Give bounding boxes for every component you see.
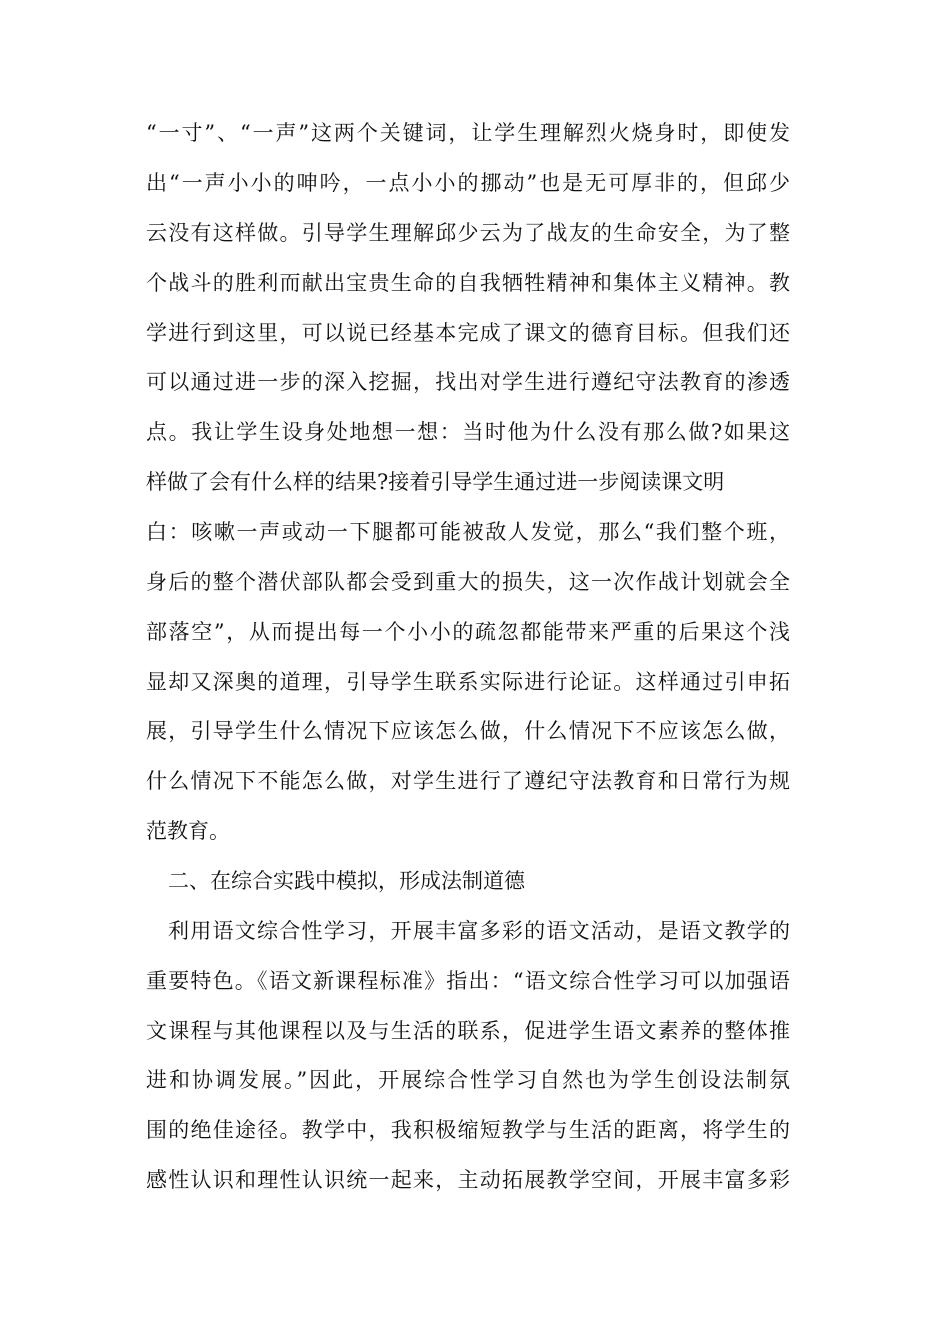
body-line: 学进行到这里，可以说已经基本完成了课文的德育目标。但我们还 — [146, 321, 790, 345]
body-line: 可以通过进一步的深入挖掘，找出对学生进行遵纪守法教育的渗透 — [146, 370, 790, 394]
body-line: 文课程与其他课程以及与生活的联系，促进学生语文素养的整体推 — [146, 1019, 790, 1043]
body-line: 围的绝佳途径。教学中，我积极缩短教学与生活的距离，将学生的 — [146, 1118, 790, 1142]
section-heading: 二、在综合实践中模拟，形成法制道德 — [168, 869, 525, 893]
body-line: 利用语文综合性学习，开展丰富多彩的语文活动，是语文教学的 — [168, 919, 790, 943]
body-line: 什么情况下不能怎么做，对学生进行了遵纪守法教育和日常行为规 — [146, 769, 790, 793]
body-line: 云没有这样做。引导学生理解邱少云为了战友的生命安全，为了整 — [146, 221, 790, 245]
body-line: 点。我让学生设身处地想一想：当时他为什么没有那么做?如果这 — [146, 420, 790, 444]
body-line: 感性认识和理性认识统一起来，主动拓展教学空间，开展丰富多彩 — [146, 1168, 790, 1192]
body-line: 展，引导学生什么情况下应该怎么做，什么情况下不应该怎么做， — [146, 719, 790, 743]
body-line: 重要特色。《语文新课程标准》指出：“语文综合性学习可以加强语 — [146, 969, 790, 993]
body-line: “一寸”、“一声”这两个关键词，让学生理解烈火烧身时，即使发 — [146, 121, 790, 145]
body-line: 白：咳嗽一声或动一下腿都可能被敌人发觉，那么“我们整个班， — [146, 520, 790, 544]
body-line: 范教育。 — [146, 819, 230, 843]
body-line: 出“一声小小的呻吟，一点小小的挪动”也是无可厚非的，但邱少 — [146, 171, 790, 195]
body-line: 进和协调发展。”因此，开展综合性学习自然也为学生创设法制氛 — [146, 1068, 790, 1092]
body-line: 个战斗的胜利而献出宝贵生命的自我牺牲精神和集体主义精神。教 — [146, 271, 790, 295]
body-line: 样做了会有什么样的结果?接着引导学生通过进一步阅读课文明 — [146, 470, 725, 494]
body-line: 显却又深奥的道理，引导学生联系实际进行论证。这样通过引申拓 — [146, 670, 790, 694]
body-line: 身后的整个潜伏部队都会受到重大的损失，这一次作战计划就会全 — [146, 570, 790, 594]
body-line: 部落空”，从而提出每一个小小的疏忽都能带来严重的后果这个浅 — [146, 620, 790, 644]
